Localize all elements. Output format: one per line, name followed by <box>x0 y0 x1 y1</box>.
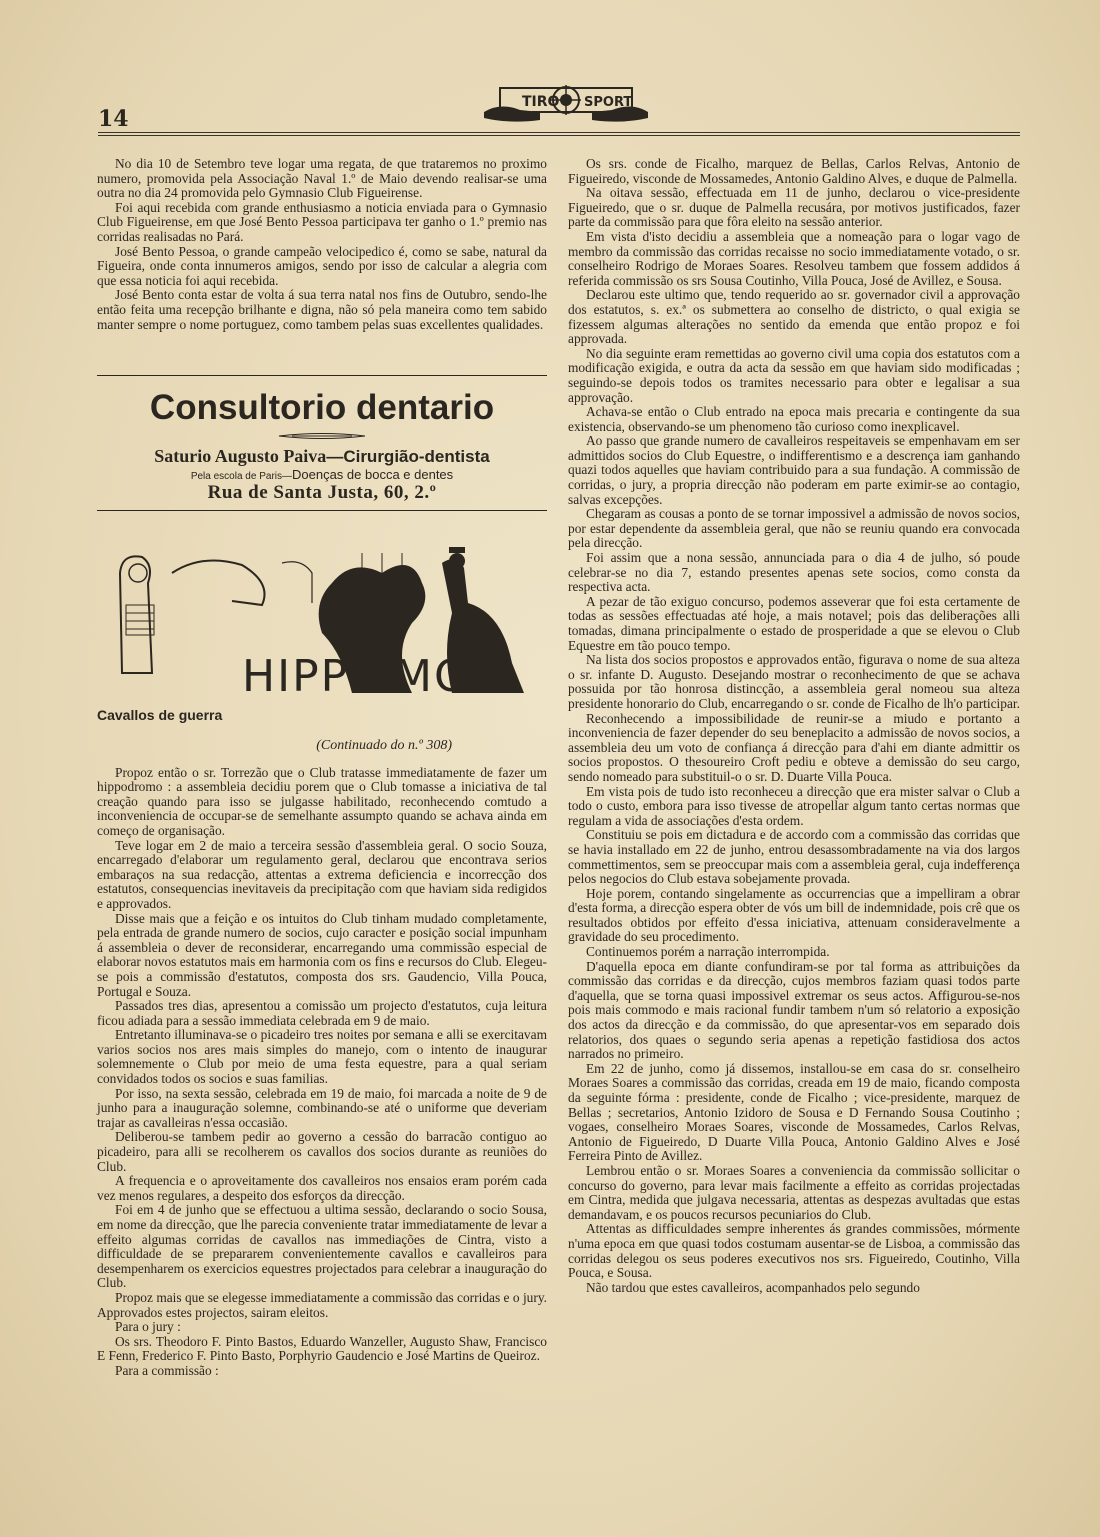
ad-name-line <box>97 446 547 467</box>
paragraph: Declarou este ultimo que, tendo requerido ao sr. governador civil a approvação dos estatutos, s. ex.ª os submettera ao conselho de districto, o qual exigia se fizessem algumas alterações no sentido da emenda que então propoz e foi approvada. <box>568 287 1020 347</box>
paragraph: Foi assim que a nona sessão, annunciada para o dia 4 de julho, só poude celebrar-se no dia 7, estando presentes apenas sete socios, como consta da respectiva acta. <box>568 550 1020 595</box>
ad-address: Rua de Santa Justa, 60, 2.º <box>207 482 437 503</box>
ad-specialty-line <box>97 467 547 482</box>
paragraph: No dia 10 de Setembro teve logar uma regata, de que trataremos no proximo numero, promovida pela Associação Naval 1.º de Maio devendo realisar-se uma outra no dia 24 promovida pelo Gymnasio Club Figueirense. <box>97 156 547 201</box>
paragraph: Para a commissão : <box>115 1362 219 1378</box>
right-column-article <box>568 157 1020 1295</box>
paragraph: D'aquella epoca em diante confundiram-se por tal forma as attribuições da commissão das corridas e da direcção, cujos membros faziam quasi todos parte d'aquella, que se torna quasi impossivel extremar os seus actos. Affigurou-se-nos pois mais commodo e mais racional fundir tambem n'um só relatorio a exposição dos actos da direcção e da commissão, do que apresentar-vos em separado dois relatorios, dos quaes o segundo seria apenas a repetição fastidiosa dos actos narrados no primeiro. <box>568 958 1020 1062</box>
dentist-name: Saturio Augusto Paiva <box>154 446 327 466</box>
paragraph: Attentas as difficuldades sempre inherentes ás grandes commissões, mórmente n'uma epoca em que quasi todos costumam ausentar-se de Lisboa, a commissão das corridas delegou os seus poderes executivos nos srs. Figueiredo, Coutinho, Villa Pouca, e Sousa. <box>568 1221 1020 1281</box>
paragraph: Hoje porem, contando singelamente as occurrencias que a impelliram a obrar d'esta forma, a direcção espera obter de vós um bill de indemnidade, pois crê que os resultados obtidos por effeito d'essa iniciativa, attenuam consideravelmente a gravidade do seu procedimento. <box>568 885 1020 945</box>
left-column-intro <box>97 157 547 332</box>
paragraph: Teve logar em 2 de maio a terceira sessão d'assembleia geral. O socio Souza, encarregado d'elaborar um regulamento geral, declarou que encontrava serios embaraços na sua redacção, attentas a extrema deficiencia e incorrecção dos estatutos, consequencias inevitaveis da precipitação com que haviam sida redigidos e approvados. <box>97 837 547 911</box>
paragraph: Achava-se então o Club entrado na epoca mais precaria e contingente da sua existencia, observando-se um phenomeno tão curioso como inexplicavel. <box>568 404 1020 434</box>
ornament-divider <box>97 431 547 441</box>
continued-note: (Continuado do n.º 308) <box>316 738 452 753</box>
paragraph: Propoz então o sr. Torrezão que o Club tratasse immediatamente de fazer um hippodromo : a assembleia decidiu porem que o Club tomasse a iniciativa de tal creação quando para isso se julgasse habilitado, reconhecendo comtudo a inconveniencia de occupar-se de semelhante assumpto quando se achava ainda em começo de organisação. <box>97 764 547 838</box>
paragraph: Na oitava sessão, effectuada em 11 de junho, declarou o vice-presidente Figueiredo, que o sr. duque de Palmella recusára, por motivos justificados, fazer parte da commissão para que fôra eleito na sessão anterior. <box>568 185 1020 230</box>
paragraph: Passados tres dias, apresentou a comissão um projecto d'estatutos, cuja leitura ficou adiada para a sessão immediata celebrada em 9 de maio. <box>97 998 547 1028</box>
paragraph: Reconhecendo a impossibilidade de reunir-se a miudo e portanto a inconveniencia de fazer depender do seu beneplacito a admissão de novos socios, a assembleia deu um voto de confiança á direcção para d'ahi em diante admittir os socios propostos. O thesoureiro Croft pediu e obteve a demissão do seu cargo, sendo nomeado para substituil-o o sr. D. Duarte Villa Pouca. <box>568 710 1020 784</box>
paragraph: Entretanto illuminava-se o picadeiro tres noites por semana e alli se exercitavam varios socios nos ares mais simples do manejo, com o intento de inaugurar solemnemente o Club por meio de uma festa equestre, para a qual seriam convidados todos os socios e suas familias. <box>97 1027 547 1087</box>
specialty: Doenças de bocca e dentes <box>292 467 454 482</box>
left-column-article <box>97 707 547 1379</box>
paragraph: Os srs. conde de Ficalho, marquez de Bellas, Carlos Relvas, Antonio de Figueiredo, visconde de Mossamedes, Antonio Galdino Alves, e duque de Palmella. <box>568 156 1020 186</box>
divider <box>97 510 547 511</box>
paragraph: Chegaram as cousas a ponto de se tornar impossivel a admissão de novos socios, por estar dependente da assembleia geral, que não se reuniu quando era convocada pela direcção. <box>568 506 1020 551</box>
svg-text:SPORT: SPORT <box>584 95 633 110</box>
paragraph: Na lista dos socios propostos e approvados então, figurava o nome de sua alteza o sr. infante D. Augusto. Desejando mostrar o reconhecimento de que se achava possuida por tão honrosa distincção, a assembleia geral nomeou sua alteza presidente honorario do Club, encarregando o sr. conde de Ficalho de lh'o participar. <box>568 652 1020 711</box>
hippismo-illustration <box>112 543 539 696</box>
illustration-caption: HIPPISMO <box>242 651 471 696</box>
paragraph: Continuemos porém a narração interrompida. <box>586 944 830 960</box>
divider <box>97 375 547 376</box>
header-rule-2 <box>98 135 1020 136</box>
paragraph: Foi aqui recebida com grande enthusiasmo a noticia enviada para o Gymnasio Club Figueirense, em que José Bento Pessoa participava ter ganho o 1.º premio nas corridas realisadas no Pará. <box>97 199 547 244</box>
paragraph: Deliberou-se tambem pedir ao governo a cessão do barracão contiguo ao picadeiro, para alli se recolherem os cavallos dos socios durante as reuniões do Club. <box>97 1129 547 1174</box>
page-number: 14 <box>98 106 129 132</box>
paragraph: Os srs. Theodoro F. Pinto Bastos, Eduardo Wanzeller, Augusto Shaw, Francisco E Fenn, Frederico F. Pinto Basto, Porphyrio Gaudencio e José Martins de Queiroz. <box>97 1333 547 1364</box>
paragraph: Não tardou que estes cavalleiros, acompanhados pelo segundo <box>586 1279 920 1295</box>
paragraph: Foi em 4 de junho que se effectuou a ultima sessão, declarando o socio Sousa, em nome da direcção, que lhe parecia conveniente tratar immediatamente de levar a effeito algumas corridas de cavallos nas immediações de Cintra, visto a difficuldade de se prepararem convenientemente cavallos e cavalleiros para desempenharem os exercicios equestres projectados para celebrar a inauguração do Club. <box>97 1202 547 1291</box>
paragraph: A frequencia e o aproveitamente dos cavalleiros nos ensaios eram porém cada vez menos regulares, a despeito dos esforços da direcção. <box>97 1173 547 1203</box>
paragraph: Em 22 de junho, como já dissemos, installou-se em casa do sr. conselheiro Moraes Soares a commissão das corridas, creada em 19 de maio, ficando composta da seguinte fórma : presidente, conde de Ficalho ; vice-presidente, marquez de Bellas ; secretarios, Antonio Izidoro de Sousa e D Fernando Sousa Coutinho ; vogaes, conselheiro Moraes Soares, visconde de Mossamedes, Carlos Relvas, Antonio de Figueiredo, D Duarte Villa Pouca, Antonio Galdino Alves e José Ferreira Pinto de Avillez. <box>568 1060 1020 1164</box>
paragraph: Em vista d'isto decidiu a assembleia que a nomeação para o logar vago de membro da commissão das corridas recaisse no socio immediatamente votado, o sr. conselheiro Rodrigo de Moraes Soares. Resolveu tambem que fossem addidos á referida commissão os srs Sousa Coutinho, Villa Pouca, José de Avillez, e Sousa. <box>568 228 1020 288</box>
dentist-advertisement <box>97 375 547 511</box>
paragraph: Constituiu se pois em dictadura e de accordo com a commissão das corridas que se havia installado em 22 de junho, entrou desassombradamente na via dos largos commettimentos, sem se preoccupar mais com a assembleia geral, cuja indefferença pelos negocios do Club estava sobejamente provada. <box>568 827 1020 887</box>
school-prefix: Pela escola de Paris— <box>190 471 292 482</box>
paragraph: Ao passo que grande numero de cavalleiros respeitaveis se empenhavam em ser admittidos socios do Club Equestre, o indifferentismo e a descrença iam ganhando quazi todos aquelles que haviam contribuido para a sua fundação. A commissão de corridas, o jury, a propria direcção não poderam em parte eximir-se ao contagio, salvas excepções. <box>568 433 1020 507</box>
paragraph: A pezar de tão exiguo concurso, podemos asseverar que foi esta certamente de todas as sessões effectuadas até hoje, a mais notavel; pois das deliberações alli tomadas, dimana principalmente o estado de prosperidade a que se elevou o Club Equestre em tão pouco tempo. <box>568 593 1020 653</box>
masthead-logo <box>480 82 652 124</box>
paragraph: Por isso, na sexta sessão, celebrada em 19 de maio, foi marcada a noite de 9 de junho para a inauguração solemne, combinando-se até o uniforme que deveriam trajar as cavalleiras n'essa occasião. <box>97 1085 547 1130</box>
paragraph: José Bento conta estar de volta á sua terra natal nos fins de Outubro, sendo-lhe então feita uma recepção brilhante e digna, não só pela maneira como tem sabido manter sempre o nome portuguez, como tambem pelas suas excellentes qualidades. <box>97 287 547 332</box>
header-rule <box>98 132 1020 133</box>
paragraph: Disse mais que a feição e os intuitos do Club tinham mudado completamente, pela entrada de grande numero de socios, cujo caracter e posição social impunham á assembleia o dever de reconsiderar, encarregando uma commissão especial de elaborar novos estatutos mais em harmonia com os fins e recursos do Club. Elegeu-se pois a commissão d'estatutos, composta dos srs. Gaudencio, Villa Pouca, Portugal e Souza. <box>97 910 547 999</box>
paragraph: Em vista pois de tudo isto reconheceu a direcção que era mister salvar o Club a todo o custo, embora para isso tivesse de atropellar algum tanto certas normas que regulam a vida de associações d'esta ordem. <box>568 783 1020 828</box>
paragraph: Para o jury : <box>115 1319 181 1335</box>
svg-text:TIRO: TIRO <box>522 94 560 110</box>
section-title: Cavallos de guerra <box>97 707 223 723</box>
ad-title: Consultorio dentario <box>149 388 495 427</box>
dentist-role: —Cirurgião-dentista <box>326 447 490 466</box>
paragraph: Lembrou então o sr. Moraes Soares a conveniencia da commissão sollicitar o concurso do governo, para levar mais facilmente a effeito as corridas projectadas em Cintra, medida que julgava necessaria, attentas as despezas avultadas que estas demandavam, e os poucos recursos pecuniarios do Club. <box>568 1162 1020 1222</box>
paragraph: José Bento Pessoa, o grande campeão velocipedico é, como se sabe, natural da Figueira, onde conta innumeros amigos, sendo por isso de calcular a alegria com que essa noticia foi aqui recebida. <box>97 243 547 288</box>
paragraph: No dia seguinte eram remettidas ao governo civil uma copia dos estatutos com a modificação exigida, e outra da acta da sessão em que haviam sido modificadas ; seguindo-se depois todos os tramites necessario para obter e legalisar a sua approvação. <box>568 345 1020 405</box>
paragraph: Propoz mais que se elegesse immediatamente a commissão das corridas e o jury. Approvados estes projectos, sairam eleitos. <box>97 1289 547 1320</box>
